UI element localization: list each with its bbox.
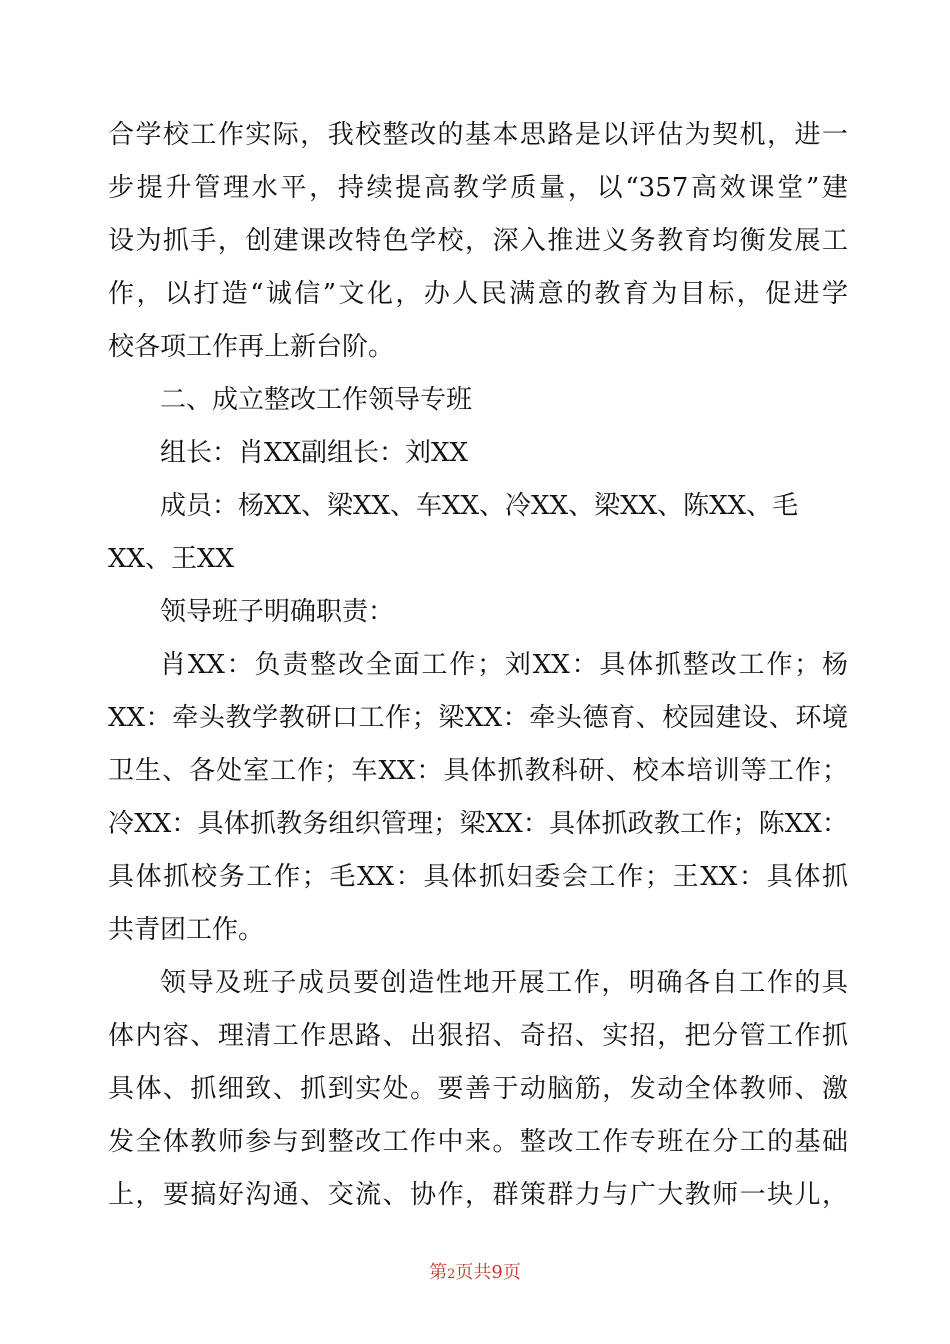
text-line: 共青团工作。 <box>108 915 265 945</box>
footer-suffix: 页 <box>502 1262 521 1283</box>
text-line: 发全体教师参与到整改工作中来。整改工作专班在分工的基础 <box>108 1127 848 1157</box>
footer-prefix: 第 <box>429 1262 448 1283</box>
footer-total-pages: 9 <box>491 1262 503 1283</box>
text-line: 步提升管理水平，持续提高教学质量，以“357高效课堂”建 <box>108 173 848 203</box>
text-line: XX、王XX <box>108 544 235 574</box>
responsibilities-heading: 领导班子明确职责： <box>160 597 395 627</box>
text-line: 设为抓手，创建课改特色学校，深入推进义务教育均衡发展工 <box>108 226 848 256</box>
text-line: 体内容、理清工作思路、出狠招、奇招、实招，把分管工作抓 <box>108 1021 848 1051</box>
section-heading: 二、成立整改工作领导专班 <box>160 385 473 415</box>
text-line: 校各项工作再上新台阶。 <box>108 332 395 362</box>
team-leaders: 组长：肖XX副组长：刘XX <box>160 438 469 468</box>
text-line: 具体、抓细致、抓到实处。要善于动脑筋，发动全体教师、激 <box>108 1074 848 1104</box>
text-line: 肖XX：负责整改全面工作；刘XX：具体抓整改工作；杨 <box>160 650 848 680</box>
text-line: 冷XX：具体抓教务组织管理；梁XX：具体抓政教工作；陈XX： <box>108 809 848 839</box>
team-members: 成员：杨XX、梁XX、车XX、冷XX、梁XX、陈XX、毛 <box>160 491 799 521</box>
text-line: 合学校工作实际，我校整改的基本思路是以评估为契机，进一 <box>108 120 848 150</box>
text-line: 卫生、各处室工作；车XX：具体抓教科研、校本培训等工作； <box>108 756 848 786</box>
text-line: 具体抓校务工作；毛XX：具体抓妇委会工作；王XX：具体抓 <box>108 862 848 892</box>
text-line: 上，要搞好沟通、交流、协作，群策群力与广大教师一块儿， <box>108 1180 848 1210</box>
page-footer <box>0 1261 950 1287</box>
footer-page-number: 2 <box>447 1267 456 1282</box>
text-line: XX：牵头教学教研口工作；梁XX：牵头德育、校园建设、环境 <box>108 703 848 733</box>
footer-middle: 页共 <box>455 1262 492 1283</box>
text-line: 作，以打造“诚信”文化，办人民满意的教育为目标，促进学 <box>108 279 848 309</box>
text-line: 领导及班子成员要创造性地开展工作，明确各自工作的具 <box>160 968 848 998</box>
